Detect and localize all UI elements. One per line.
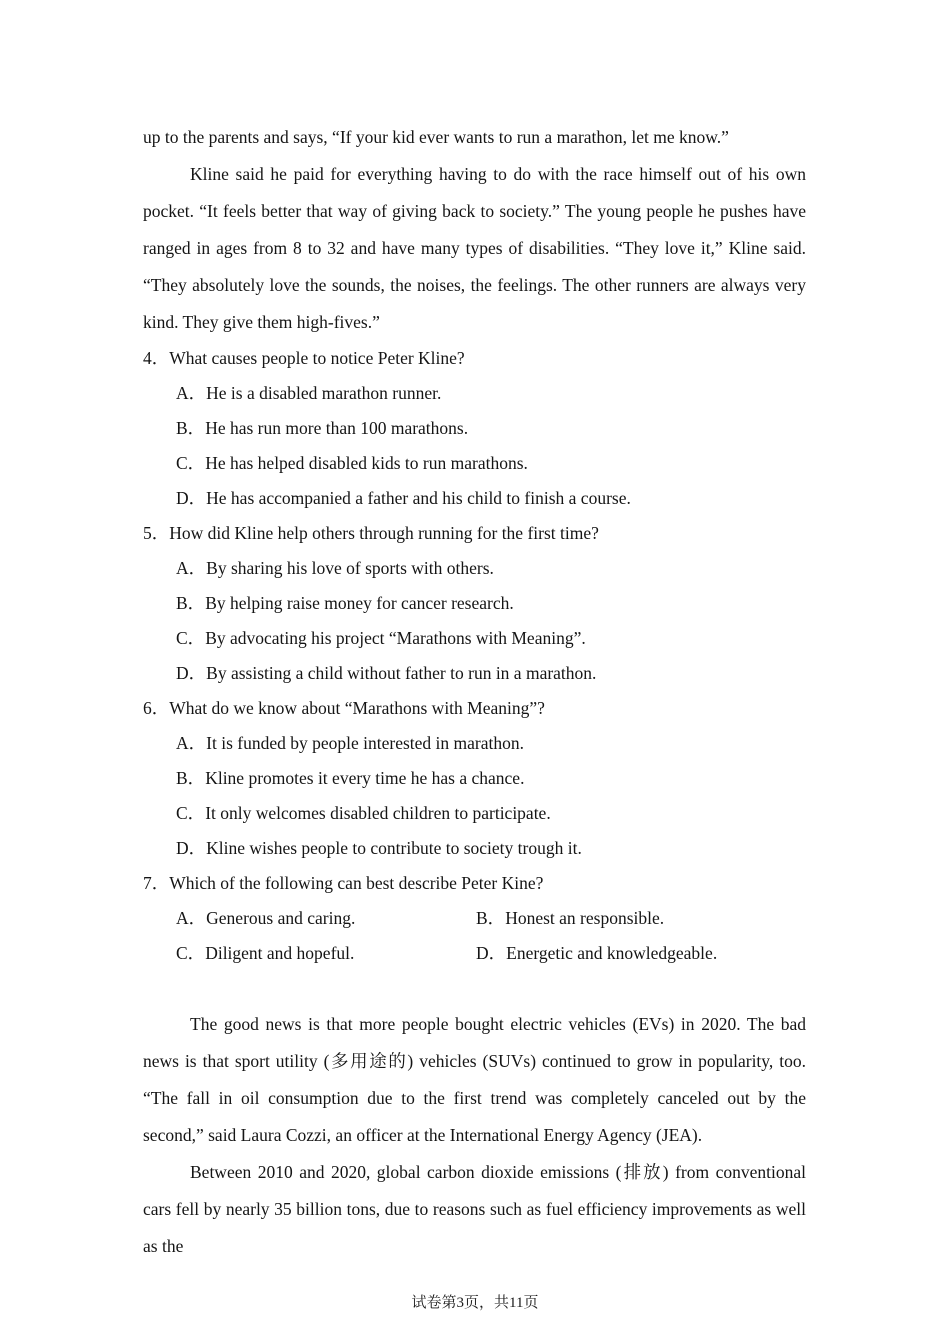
option-text: Diligent and hopeful. [205,943,355,963]
option-text: By advocating his project “Marathons with Meaning”. [205,628,586,648]
question-number: 5． [143,523,170,543]
option-row [176,551,806,586]
option-label: C． [176,803,206,823]
option-row [176,831,806,866]
option-text: He has run more than 100 marathons. [205,418,469,438]
option-row [176,376,806,411]
option-label: B． [176,593,206,613]
question-text: What causes people to notice Peter Kline? [169,348,465,368]
question-6 [143,691,806,866]
option-row [176,656,806,691]
option-text: It is funded by people interested in marathon. [206,733,524,753]
option-row [176,761,806,796]
option-label: A． [176,558,207,578]
option-row [176,586,806,621]
question-stem [143,341,806,376]
option-text: Honest an responsible. [505,908,665,928]
option-row [176,446,806,481]
page-footer: 试卷第3页，共11页 [411,1295,539,1311]
passage-ev-paragraph-1: The good news is that more people bought electric vehicles (EVs) in 2020. The bad news is that sport utility (多用途的) vehicles (SUVs) continued to grow in popularity, too. “The fall in oil consumption due to the first trend was completely canceled out by the second,” said Laura Cozzi, an officer at the International Energy Agency (JEA). [143,1014,806,1145]
option-label: D． [176,488,207,508]
option-label: B． [176,768,206,788]
option-label: D． [176,838,207,858]
option-grid [176,901,806,971]
option-row [176,411,806,446]
option-label: C． [176,943,206,963]
option-row [176,901,476,936]
option-text: It only welcomes disabled children to participate. [205,803,551,823]
question-4 [143,341,806,516]
question-stem [143,866,806,901]
passage-marathon-continuation: up to the parents and says, “If your kid ever wants to run a marathon, let me know.” [143,127,729,147]
option-row [176,481,806,516]
option-text: Kline promotes it every time he has a chance. [205,768,525,788]
option-label: A． [176,908,207,928]
question-number: 7． [143,873,170,893]
option-row [176,621,806,656]
option-label: B． [476,908,506,928]
option-label: C． [176,453,206,473]
option-text: He has helped disabled kids to run marathons. [205,453,528,473]
option-label: B． [176,418,206,438]
blank-line [143,971,806,1006]
page-content [143,119,806,1265]
passage-ev-paragraph-2: Between 2010 and 2020, global carbon dioxide emissions (排放) from conventional cars fell by nearly 35 billion tons, due to reasons such as fuel efficiency improvements as well as the [143,1162,806,1256]
option-row [476,901,806,936]
question-number: 6． [143,698,170,718]
option-row [176,936,476,971]
option-label: D． [476,943,507,963]
option-label: D． [176,663,207,683]
option-text: By helping raise money for cancer research. [205,593,514,613]
passage-marathon-paragraph: Kline said he paid for everything having to do with the race himself out of his own pocket. “It feels better that way of giving back to society.” The young people he pushes have ranged in ages from 8 to 32 and have many types of disabilities. “They love it,” Kline said. “They absolutely love the sounds, the noises, the feelings. The other runners are always very kind. They give them high-fives.” [143,164,806,332]
option-text: He has accompanied a father and his child to finish a course. [206,488,631,508]
option-text: By assisting a child without father to run in a marathon. [206,663,597,683]
option-row [476,936,806,971]
question-stem [143,691,806,726]
option-row [176,726,806,761]
option-text: By sharing his love of sports with others. [206,558,494,578]
option-text: He is a disabled marathon runner. [206,383,442,403]
option-text: Generous and caring. [206,908,356,928]
option-label: A． [176,383,207,403]
question-text: Which of the following can best describe Peter Kine? [169,873,544,893]
option-row [176,796,806,831]
question-text: How did Kline help others through running for the first time? [169,523,599,543]
option-text: Energetic and knowledgeable. [506,943,718,963]
question-stem [143,516,806,551]
option-label: C． [176,628,206,648]
question-7 [143,866,806,971]
question-text: What do we know about “Marathons with Meaning”? [169,698,545,718]
question-5 [143,516,806,691]
option-text: Kline wishes people to contribute to society trough it. [206,838,582,858]
option-label: A． [176,733,207,753]
question-number: 4． [143,348,170,368]
